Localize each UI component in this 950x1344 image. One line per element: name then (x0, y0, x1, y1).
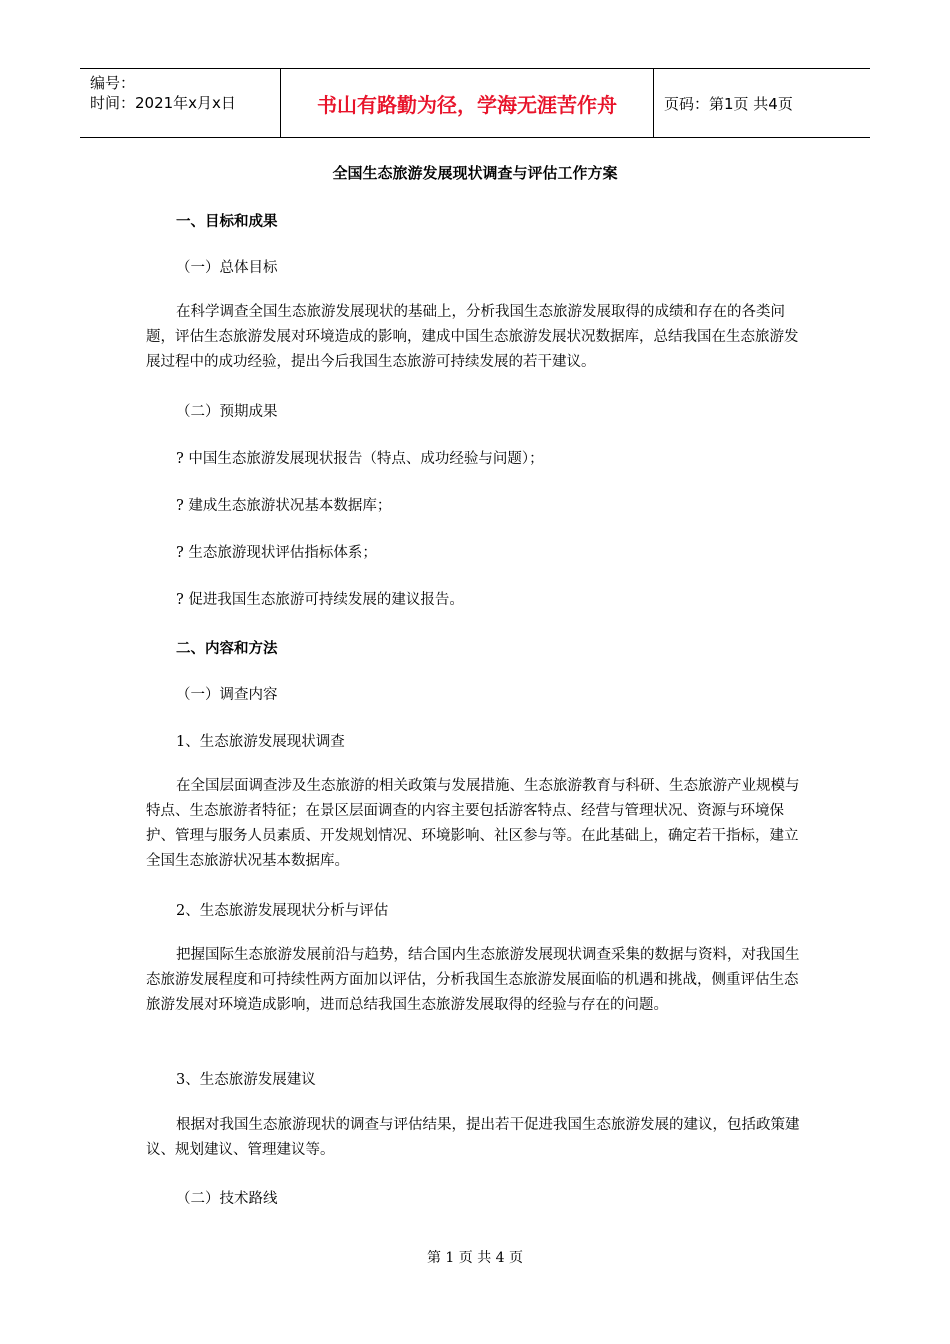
item-heading-1: 1、生态旅游发展现状调查 (176, 734, 345, 750)
list-item: ? 促进我国生态旅游可持续发展的建议报告。 (176, 592, 464, 608)
section-heading-1: 一、目标和成果 (176, 214, 278, 230)
date-label: 时间：2021年x月x日 (90, 94, 236, 112)
item-heading-2: 2、生态旅游发展现状分析与评估 (176, 903, 389, 919)
list-item: ? 中国生态旅游发展现状报告（特点、成功经验与问题）； (176, 451, 544, 467)
subsection-heading-2-1: （一）调查内容 (176, 687, 278, 703)
item-heading-3: 3、生态旅游发展建议 (176, 1072, 316, 1088)
header-page-label: 页码：第1页 共4页 (664, 94, 793, 113)
paragraph-analysis: 把握国际生态旅游发展前沿与趋势，结合国内生态旅游发展现状调查采集的数据与资料，对我国生态旅游发展程度和可持续性两方面加以评估，分析我国生态旅游发展面临的机遇和挑战，侧重评估生态旅游发展对环境造成影响，进而总结我国生态旅游发展取得的经验与存在的问题。 (146, 947, 800, 1013)
list-item: ? 建成生态旅游状况基本数据库； (176, 498, 392, 514)
subsection-heading-1-2: （二）预期成果 (176, 404, 278, 420)
paragraph-overall-goal: 在科学调查全国生态旅游发展现状的基础上，分析我国生态旅游发展取得的成绩和存在的各类问题，评估生态旅游发展对环境造成的影响，建成中国生态旅游发展状况数据库，总结我国在生态旅游发展过程中的成功经验，提出今后我国生态旅游可持续发展的若干建议。 (146, 304, 799, 370)
header-meta (80, 69, 280, 137)
header-table (80, 68, 870, 138)
list-item: ? 生态旅游现状评估指标体系； (176, 545, 377, 561)
header-motto: 书山有路勤为径，学海无涯苦作舟 (280, 69, 654, 137)
document-title: 全国生态旅游发展现状调查与评估工作方案 (332, 164, 618, 182)
number-label: 编号： (90, 74, 136, 92)
page-footer: 第 1 页 共 4 页 (426, 1250, 524, 1266)
subsection-heading-2-2: （二）技术路线 (176, 1191, 278, 1207)
subsection-heading-1-1: （一）总体目标 (176, 260, 278, 276)
section-heading-2: 二、内容和方法 (176, 641, 278, 657)
paragraph-suggestions: 根据对我国生态旅游现状的调查与评估结果，提出若干促进我国生态旅游发展的建议，包括政策建议、规划建议、管理建议等。 (146, 1117, 800, 1158)
paragraph-survey-content: 在全国层面调查涉及生态旅游的相关政策与发展措施、生态旅游教育与科研、生态旅游产业规模与特点、生态旅游者特征；在景区层面调查的内容主要包括游客特点、经营与管理状况、资源与环境保护、管理与服务人员素质、开发规划情况、环境影响、社区参与等。在此基础上，确定若干指标，建立全国生态旅游状况基本数据库。 (146, 778, 800, 869)
